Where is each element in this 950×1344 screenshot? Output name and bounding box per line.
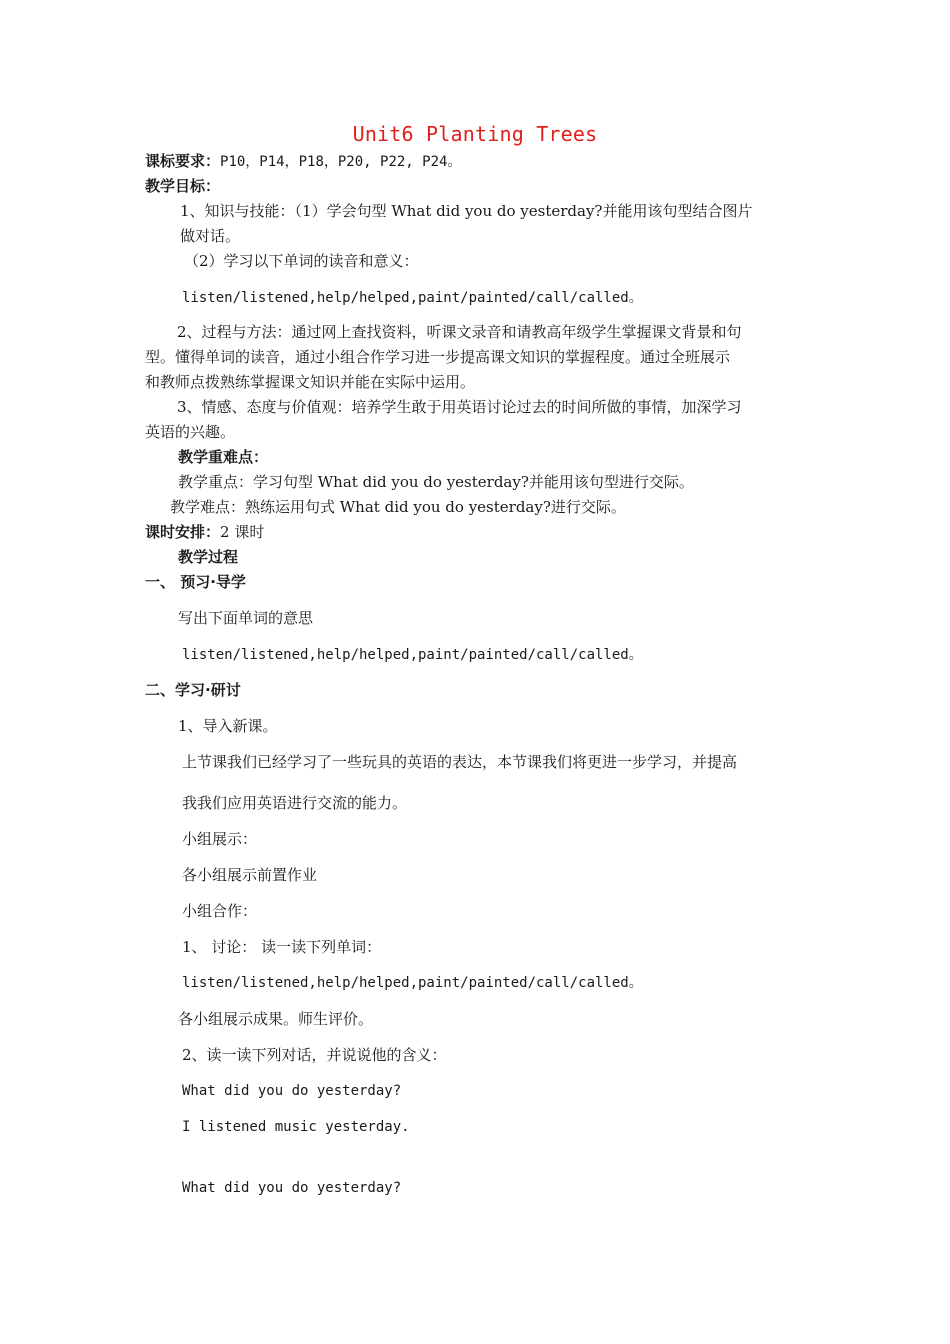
section-2-results: 各小组展示成果。师生评价。 (178, 1010, 374, 1028)
curriculum-label: 课标要求： (145, 152, 221, 170)
section-2-discuss: 1、 讨论： 读一读下列单词： (182, 938, 382, 956)
dialog-answer-1: I listened music yesterday. (182, 1119, 410, 1135)
curriculum-value: P10，P14，P18，P20, P22, P24。 (220, 154, 462, 170)
section-2-group-coop: 小组合作： (182, 902, 258, 920)
objective-1-words: listen/listened,help/helped,paint/painted/call/called。 (182, 290, 643, 306)
curriculum-requirements (145, 151, 461, 172)
objective-1-line-2: 做对话。 (180, 227, 241, 245)
difficulty-point: 教学难点：熟练运用句式 What did you do yesterday?进行交际。 (170, 498, 626, 516)
section-2-step-2: 2、读一读下列对话，并说说他的含义： (182, 1046, 447, 1064)
section-1-heading: 一、 预习·导学 (145, 573, 246, 591)
document-title: Unit6 Planting Trees (352, 122, 598, 146)
objective-2-line-1: 2、过程与方法：通过网上查找资料，听课文录音和请教高年级学生掌握课文背景和句 (177, 323, 742, 341)
section-2-step-1: 1、导入新课。 (178, 717, 278, 735)
objective-1-line-1: 1、知识与技能：（1）学会句型 What did you do yesterday?并能用该句型结合图片 (180, 202, 753, 220)
objective-2-line-2: 型。懂得单词的读音，通过小组合作学习进一步提高课文知识的掌握程度。通过全班展示 (145, 348, 731, 366)
schedule (145, 522, 264, 542)
objective-1-line-3: （2）学习以下单词的读音和意义： (184, 252, 419, 270)
section-2-intro-line-1: 上节课我们已经学习了一些玩具的英语的表达，本节课我们将更进一步学习，并提高 (182, 753, 738, 771)
section-2-words: listen/listened,help/helped,paint/painted/call/called。 (182, 975, 643, 991)
process-heading: 教学过程 (178, 548, 239, 566)
section-1-instruction: 写出下面单词的意思 (178, 609, 314, 627)
section-2-intro-line-2: 我我们应用英语进行交流的能力。 (182, 794, 408, 812)
section-2-group-show: 小组展示： (182, 830, 258, 848)
objective-3-line-2: 英语的兴趣。 (145, 423, 236, 441)
section-2-heading: 二、学习·研讨 (145, 681, 241, 699)
objective-2-line-3: 和教师点拨熟练掌握课文知识并能在实际中运用。 (145, 373, 476, 391)
section-1-words: listen/listened,help/helped,paint/painted/call/called。 (182, 647, 643, 663)
objectives-heading: 教学目标： (145, 177, 221, 195)
keypoints-heading: 教学重难点： (178, 448, 269, 466)
key-point: 教学重点：学习句型 What did you do yesterday?并能用该句型进行交际。 (178, 473, 694, 491)
schedule-value: 2 课时 (220, 523, 265, 541)
dialog-question-1: What did you do yesterday? (182, 1083, 402, 1099)
section-2-group-show-detail: 各小组展示前置作业 (182, 866, 318, 884)
schedule-label: 课时安排： (145, 523, 221, 541)
objective-3-line-1: 3、情感、态度与价值观：培养学生敢于用英语讨论过去的时间所做的事情，加深学习 (177, 398, 742, 416)
dialog-question-2: What did you do yesterday? (182, 1180, 402, 1196)
